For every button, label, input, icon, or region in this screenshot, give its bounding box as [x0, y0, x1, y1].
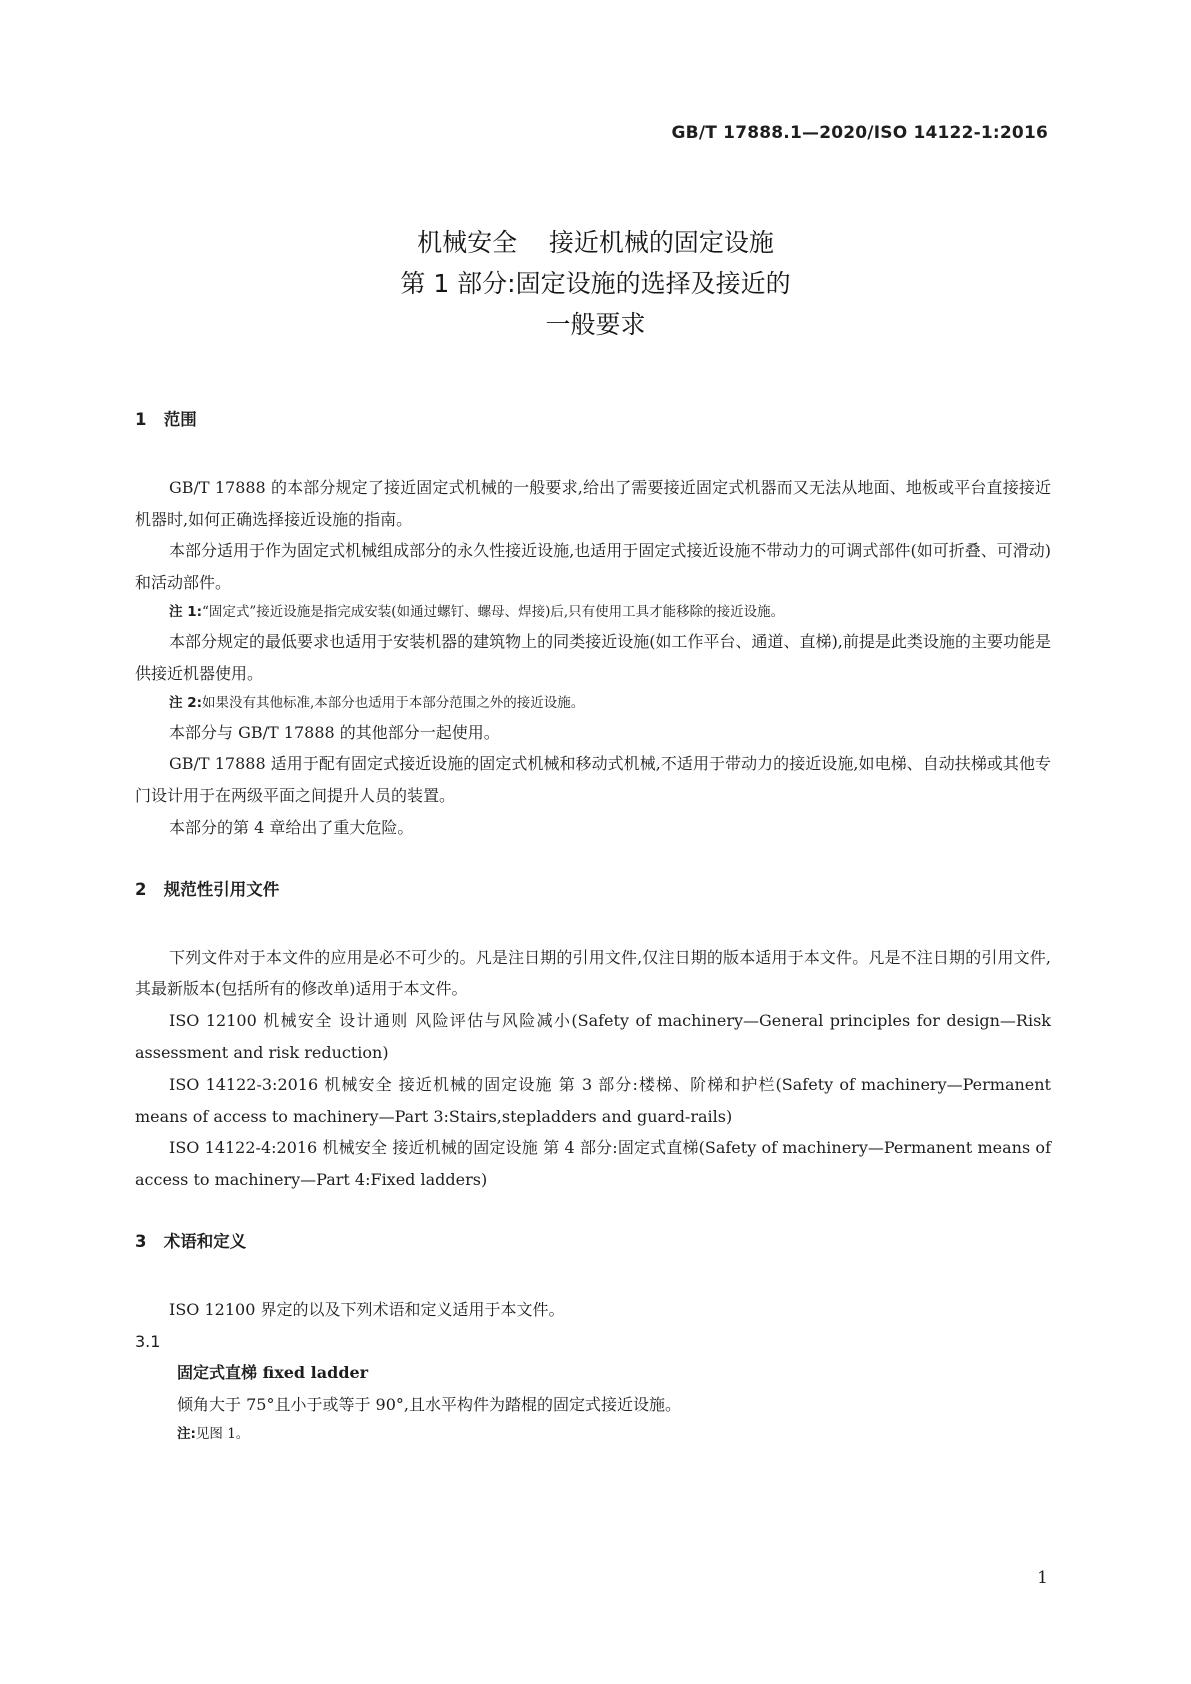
normative-paragraph-1: 下列文件对于本文件的应用是必不可少的。凡是注日期的引用文件,仅注日期的版本适用于本文件。凡是不注日期的引用文件,其最新版本(包括所有的修改单)适用于本文件。: [135, 947, 1051, 999]
standard-code: GB/T 17888.1—2020/ISO 14122-1:2016: [671, 123, 1048, 143]
normative-reference-iso-12100: ISO 12100 机械安全 设计通则 风险评估与风险减小(Safety of machinery—General principles for design—Risk assessment and risk reduction): [135, 1011, 1051, 1062]
document-title: [0, 222, 1191, 345]
normative-reference-iso-14122-4: ISO 14122-4:2016 机械安全 接近机械的固定设施 第 4 部分:固定式直梯(Safety of machinery—Permanent means of access to machinery—Part 4:Fixed ladders): [135, 1138, 1051, 1190]
terms-paragraph-1: ISO 12100 界定的以及下列术语和定义适用于本文件。: [169, 1299, 565, 1319]
document-body: [135, 404, 1051, 1448]
title-line-2: 第 1 部分:固定设施的选择及接近的: [400, 269, 791, 298]
note-label: 注 1:: [169, 603, 202, 620]
scope-paragraph-1: GB/T 17888 的本部分规定了接近固定式机械的一般要求,给出了需要接近固定式机器而又无法从地面、地板或平台直接接近机器时,如何正确选择接近设施的指南。: [135, 477, 1051, 529]
scope-paragraph-4: 本部分与 GB/T 17888 的其他部分一起使用。: [169, 722, 500, 742]
term-number: 3.1: [135, 1331, 161, 1351]
note-text: 见图 1。: [195, 1425, 250, 1442]
section-heading-normative-references: 2 规范性引用文件: [135, 879, 280, 899]
scope-note-1: [135, 599, 1051, 626]
note-label: 注:: [177, 1425, 196, 1442]
note-label: 注 2:: [169, 694, 202, 711]
normative-reference-iso-14122-3: ISO 14122-3:2016 机械安全 接近机械的固定设施 第 3 部分:楼梯、阶梯和护栏(Safety of machinery—Permanent means of access to machinery—Part 3:Stairs,stepladders and guard-rails): [135, 1074, 1051, 1126]
scope-paragraph-6: 本部分的第 4 章给出了重大危险。: [169, 817, 414, 837]
section-heading-scope: 1 范围: [135, 410, 197, 429]
page-number: 1: [1037, 1568, 1048, 1588]
scope-paragraph-2: 本部分适用于作为固定式机械组成部分的永久性接近设施,也适用于固定式接近设施不带动力的可调式部件(如可折叠、可滑动)和活动部件。: [135, 541, 1051, 593]
scope-paragraph-5: GB/T 17888 适用于配有固定式接近设施的固定式机械和移动式机械,不适用于带动力的接近设施,如电梯、自动扶梯或其他专门设计用于在两级平面之间提升人员的装置。: [135, 754, 1051, 806]
note-text: “固定式”接近设施是指完成安装(如通过螺钉、螺母、焊接)后,只有使用工具才能移除的接近设施。: [202, 603, 785, 620]
scope-paragraph-3: 本部分规定的最低要求也适用于安装机器的建筑物上的同类接近设施(如工作平台、通道、直梯),前提是此类设施的主要功能是供接近机器使用。: [135, 631, 1051, 683]
title-line-1: 机械安全 接近机械的固定设施: [417, 228, 774, 257]
title-line-3: 一般要求: [545, 310, 646, 339]
term-name: 固定式直梯 fixed ladder: [177, 1363, 369, 1383]
section-heading-terms: 3 术语和定义: [135, 1231, 247, 1251]
scope-note-2: [135, 690, 1051, 717]
term-note: [135, 1421, 1051, 1448]
note-text: 如果没有其他标准,本部分也适用于本部分范围之外的接近设施。: [202, 694, 585, 711]
term-definition: 倾角大于 75°且小于或等于 90°,且水平构件为踏棍的固定式接近设施。: [177, 1395, 681, 1415]
